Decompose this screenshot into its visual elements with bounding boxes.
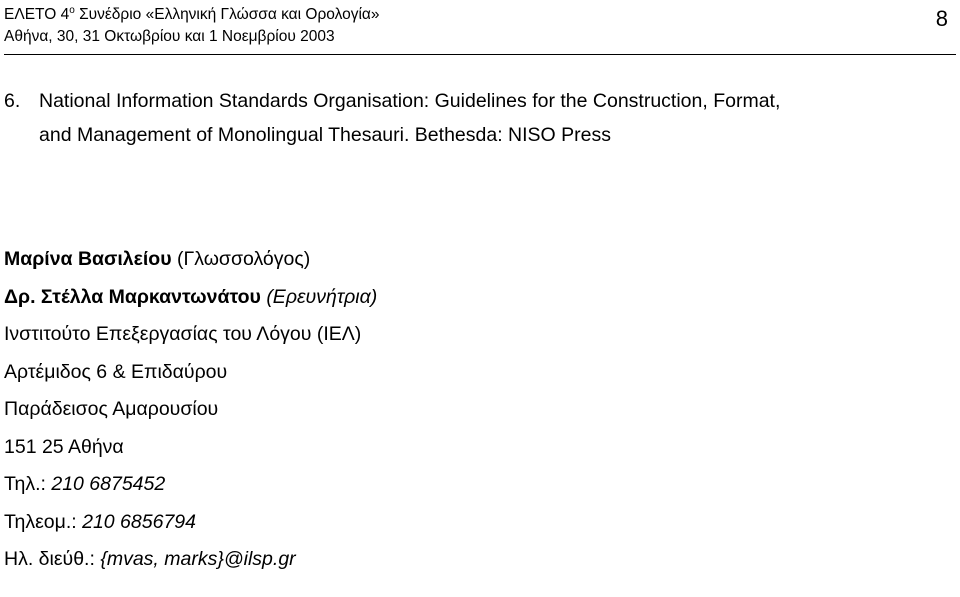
author-2-name: Δρ. Στέλλα Μαρκαντωνάτου — [4, 285, 261, 308]
email-address: {mvas, marks}@ilsp.gr — [100, 548, 296, 570]
author-1 — [4, 241, 956, 279]
fax-number: 210 6856794 — [82, 510, 196, 533]
reference-line-2: and Management of Monolingual Thesauri. Bethesda: NISO Press — [39, 124, 611, 146]
conference-dates: Αθήνα, 30, 31 Οκτωβρίου και 1 Νοεμβρίου 2003 — [4, 28, 335, 45]
email — [4, 541, 956, 579]
conference-title-rest: Συνέδριο «Ελληνική Γλώσσα και Ορολογία» — [74, 6, 380, 23]
email-label: Ηλ. διεύθ.: — [4, 548, 101, 570]
reference-line-1 — [4, 84, 956, 118]
header-divider — [4, 54, 956, 55]
fax-label: Τηλεομ.: — [4, 510, 83, 533]
page-number: 8 — [935, 6, 948, 31]
author-2 — [4, 279, 956, 317]
fax — [4, 504, 956, 542]
phone-label: Τηλ.: — [4, 473, 52, 495]
author-1-role: (Γλωσσολόγος) — [177, 248, 311, 270]
street-address: Αρτέμιδος 6 & Επιδαύρου — [4, 360, 228, 383]
author-1-name: Μαρίνα Βασιλείου — [4, 248, 172, 270]
conference-title-prefix: ΕΛΕΤΟ 4 — [4, 6, 70, 23]
conference-title — [4, 4, 956, 26]
author-block — [4, 241, 956, 579]
ordinal-superscript: ο — [69, 5, 75, 16]
institute-name: Ινστιτούτο Επεξεργασίας του Λόγου (ΙΕΛ) — [4, 323, 362, 345]
page-header — [4, 4, 956, 48]
district: Παράδεισος Αμαρουσίου — [4, 398, 219, 420]
postcode-city: 151 25 Αθήνα — [4, 435, 124, 458]
phone-number: 210 6875452 — [51, 473, 166, 495]
reference-text-1: National Information Standards Organisation: Guidelines for the Construction, Format, — [39, 90, 781, 112]
reference-entry — [4, 84, 956, 152]
phone — [4, 466, 956, 504]
author-2-role: (Ερευνήτρια) — [266, 285, 378, 308]
reference-number: 6. — [4, 90, 21, 112]
